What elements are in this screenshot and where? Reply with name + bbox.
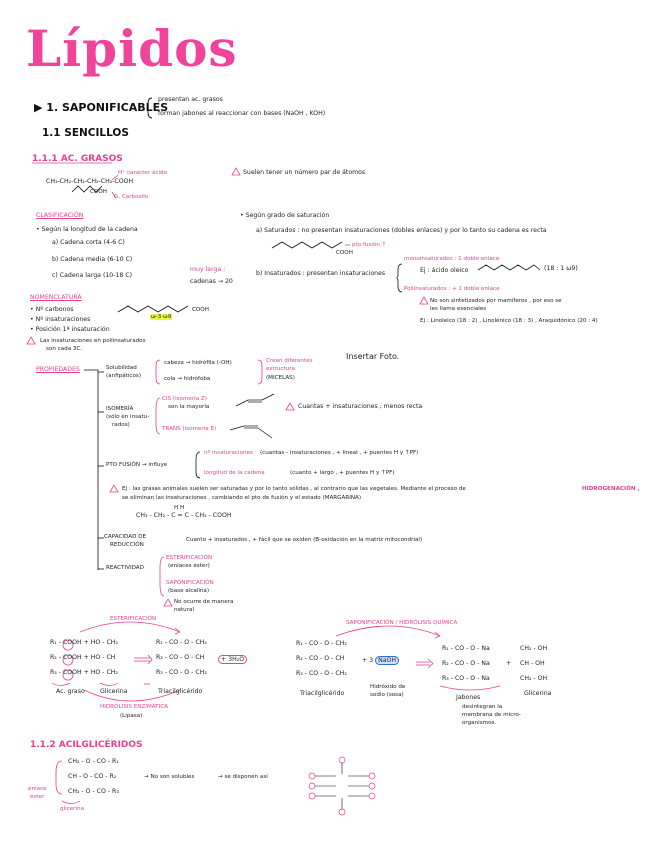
crean-estructura-1: Crean diferentes <box>266 358 313 364</box>
trans-label: TRANS (isomería E) <box>162 426 217 432</box>
capacidad-nota: Cuanto + insaturados , + fácil que se oxiden (B-oxidación en la matriz mitocondrial) <box>186 537 423 543</box>
r1-product-2: R₂ - CO - O - CH <box>156 654 205 661</box>
saturacion-item: • Según grado de saturación <box>240 212 330 219</box>
r1-acgraso: Ac. graso <box>56 688 85 695</box>
r2-product-3: R₃ - CO - O - Na <box>442 675 490 682</box>
acid-formula: CH₃-CH₂-CH₂-CH₂-CH₂-COOH <box>46 178 134 185</box>
page-title: Lípidos <box>26 19 238 78</box>
acilgliceridos-heading: 1.1.2 ACILGLICÉRIDOS <box>30 740 143 750</box>
hh-label: H H <box>174 505 185 511</box>
cadena-larga: c) Cadena larga (10-18 C) <box>52 272 133 279</box>
n-insaturaciones: nº insaturaciones <box>204 450 253 456</box>
no-natural-1: No ocurre de manera <box>174 599 234 605</box>
nomen-note-2: son cada 3C. <box>46 346 83 352</box>
r1-triacil: Triacilglicérido <box>158 688 203 695</box>
capacidad-reduccion-2: REDUCCIÓN <box>110 542 144 548</box>
micelas: (MICELAS) <box>266 375 295 381</box>
acid-note: H⁺ carácter ácido <box>118 170 167 176</box>
longitud-item: • Según la longitud de la cadena <box>36 226 138 233</box>
r2-reactant-3: R₃ - CO - O - CH₂ <box>296 670 347 677</box>
cuantas-insaturaciones: Cuantas + insaturaciones , menos recta <box>298 403 423 410</box>
saturados-item: a) Saturados : no presentan insaturaciones (dobles enlaces) y por lo tanto su cadena es recta <box>256 227 547 234</box>
ester-label: éster <box>30 794 45 800</box>
oleico-code: (18 : 1 ω9) <box>544 265 578 272</box>
nomen-insaturaciones: • Nº insaturaciones <box>30 316 91 323</box>
nomen-cooh: COOH <box>192 307 209 313</box>
poli-item: Poliinsaturados : + 1 doble enlace <box>404 286 500 292</box>
esterificacion: ESTERIFICACIÓN <box>166 555 213 561</box>
formula-margarina: CH₃ - CH₂ - C = C - CH₂ - COOH <box>136 512 232 519</box>
r1-reactant-1: R₁ - COOH + HO - CH₂ <box>50 639 118 646</box>
cola-hidrofoba: cola → hidrófoba <box>164 376 211 382</box>
esterificacion-arrow-label: ESTERIFICACIÓN <box>110 616 157 622</box>
poli-warn-2: les llama esenciales <box>430 306 487 312</box>
sap-item-1: presentan ac. grasos <box>158 96 223 103</box>
poli-warn-1: No son sintetizados por mamíferos , por eso se <box>430 298 562 304</box>
cooh-small: COOH <box>90 189 107 195</box>
acil-glicerina: glicerina <box>60 806 85 812</box>
mono-item: monoinsaturados : 1 doble enlace <box>404 256 500 262</box>
n-insaturaciones-note: (cuantas - insaturaciones , + lineal , + puentes H y ↑PF) <box>260 450 419 456</box>
r2-organismos: organismos. <box>462 720 497 726</box>
r2-membrana: membrana de micro- <box>462 712 521 718</box>
r1-reactant-2: R₂ - COOH + HO - CH <box>50 654 116 661</box>
lipasa: (Lipasa) <box>120 713 143 719</box>
muy-larga: muy larga : <box>190 266 226 273</box>
insertar-foto: Insertar Foto. <box>346 352 400 361</box>
r2-glicerol-1: CH₂ - OH <box>520 645 548 652</box>
r1-water: + 3H₂O <box>218 656 247 663</box>
r1-product-3: R₃ - CO - O - CH₂ <box>156 669 207 676</box>
r2-reactant-1: R₁ - CO - O - CH₂ <box>296 640 347 647</box>
r2-sodio: sodio (sosa) <box>370 692 404 698</box>
hidrolisis-enzimatica: HIDRÓLISIS ENZIMÁTICA <box>100 704 168 710</box>
pto-fusion-note: pto fusión ↑ <box>352 242 387 248</box>
esterificacion-nota: (enlaces éster) <box>168 563 210 569</box>
r2-product-2: R₂ - CO - O - Na <box>442 660 490 667</box>
r2-product-1: R₁ - CO - O - Na <box>442 645 490 652</box>
r2-glicerol-2: CH - OH <box>520 660 545 667</box>
r2-jabones: Jabones <box>456 694 481 701</box>
plus-sign: + <box>506 660 512 667</box>
saponificacion-arrow-label: SAPONIFICACIÓN / HIDRÓLISIS QUÍMICA <box>346 620 458 626</box>
acgrasos-heading: 1.1.1 AC. GRASOS <box>32 154 123 164</box>
cadenas-20: cadenas → 20 <box>190 278 233 285</box>
pto-fusion: PTO FUSIÓN → influye <box>106 462 168 468</box>
longitud-cadena-note: (cuanto + largo , + puentes H y ↑PF) <box>290 470 395 476</box>
r1-product-1: R₁ - CO - O - CH₂ <box>156 639 207 646</box>
even-atoms-note: Suelen tener un número par de átomos <box>243 169 366 176</box>
clasificacion-heading: CLASIFICACIÓN <box>36 212 84 219</box>
acil-formula-1: CH₂ - O - CO - R₁ <box>68 758 119 765</box>
isomeria-3: rados) <box>112 422 130 428</box>
longitud-cadena: longitud de la cadena <box>204 470 265 476</box>
nomen-posicion: • Posición 1ª insaturación <box>30 326 110 333</box>
isomeria: ISOMERÍA <box>106 406 134 412</box>
ejemplo-grasas: Ej : las grasas animales suelen ser saturadas y por lo tanto sólidas , al contrario que las vegetales. Mediante el proceso de <box>122 486 466 492</box>
acil-formula-3: CH₂ - O - CO - R₃ <box>68 788 119 795</box>
r1-reactant-3: R₃ - COOH + HO - CH₂ <box>50 669 118 676</box>
r2-glicerina: Glicerina <box>524 690 552 697</box>
saponificables-heading: ▶ 1. SAPONIFICABLES <box>34 101 169 114</box>
cis-label: CIS (isomería Z) <box>162 396 207 402</box>
no-solubles: → No son solubles <box>144 774 195 780</box>
nomen-note-1: Las insaturaciones en poliinsaturados <box>40 338 146 344</box>
no-natural-2: natural <box>174 607 194 613</box>
r2-desintegran: desintegran la <box>462 704 503 710</box>
sencillos-heading: 1.1 SENCILLOS <box>42 127 129 139</box>
cabeza-hidrofila: cabeza → hidrófila (-OH) <box>164 360 232 366</box>
insaturados-item: b) Insaturados : presentan insaturaciones <box>256 270 386 277</box>
cadena-media: b) Cadena media (6-10 C) <box>52 256 133 263</box>
cis-note: son la mayoría <box>168 404 210 410</box>
r2-glicerol-3: CH₂ - OH <box>520 675 548 682</box>
crean-estructura-2: estructura <box>266 366 295 372</box>
isomeria-2: (sólo en insatu- <box>106 414 150 420</box>
poli-examples: Ej : Linoleico (18 : 2) , Linolénico (18 : 3) , Araquidónico (20 : 4) <box>420 318 598 324</box>
r1-glicerina: Glicerina <box>100 688 128 695</box>
hidrogenacion: HIDROGENACIÓN , <box>582 486 640 492</box>
r2-naoh: + 3 NaOH <box>362 657 399 664</box>
r2-hidroxido: Hidróxido de <box>370 684 406 690</box>
saponificacion: SAPONIFICACIÓN <box>166 580 214 586</box>
cooh-sat: COOH <box>336 250 353 256</box>
carboxilo-note: G. Carboxilo <box>114 194 149 200</box>
nomen-carbonos: • Nº carbonos <box>30 306 74 313</box>
r2-reactant-2: R₂ - CO - O - CH <box>296 655 345 662</box>
enlace-label: enlace <box>28 786 47 792</box>
sap-item-2: forman jabones al reaccionar con bases (NaOH , KOH) <box>158 110 326 117</box>
acil-formula-2: CH - O - CO - R₂ <box>68 773 117 780</box>
propiedades-heading: PROPIEDADES <box>36 366 80 373</box>
solubilidad: Solubilidad <box>106 365 137 371</box>
anfipaticos: (anfipáticos) <box>106 373 141 379</box>
cadena-corta: a) Cadena corta (4-6 C) <box>52 239 125 246</box>
nomenclatura-heading: NOMENCLATURA <box>30 294 82 301</box>
saponificacion-nota: (base alcalina) <box>168 588 210 594</box>
omega-label: ω-3 ω9 <box>151 314 172 320</box>
oleico-item: Ej : ácido oleico <box>420 267 469 274</box>
ejemplo-margarina: se eliminan las insaturaciones , cambiando el pto de fusión y el estado (MARGARINA) <box>122 495 362 501</box>
r2-triacil: Triacilglicérido <box>300 690 345 697</box>
capacidad-reduccion: CAPACIDAD DE <box>104 534 146 540</box>
se-disponen: → se disponen así <box>218 774 268 780</box>
reactividad: REACTIVIDAD <box>106 565 144 571</box>
